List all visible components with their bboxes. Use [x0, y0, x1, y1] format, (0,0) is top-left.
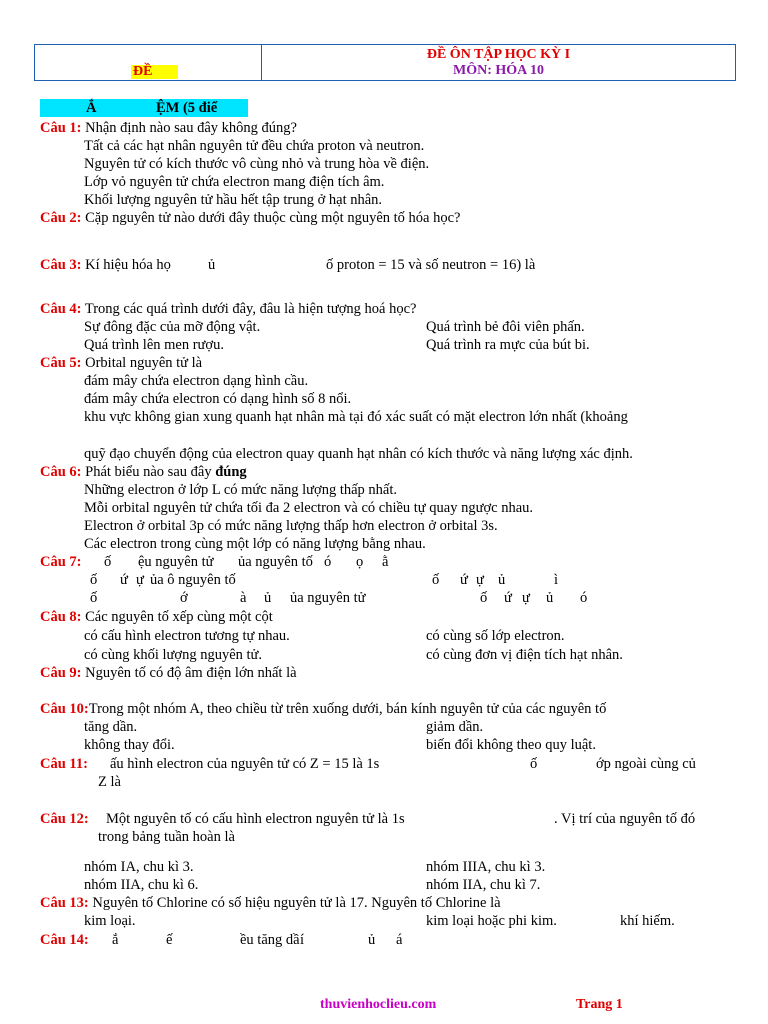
q7-option-a: ố [90, 572, 98, 588]
q5-option-a: đám mây chứa electron dạng hình cầu. [84, 373, 309, 389]
q6-option-b: Mỗi orbital nguyên tử chứa tối đa 2 electron và có chiều tự quay ngược nhau. [84, 500, 534, 516]
q7-frag: ó [324, 554, 332, 570]
footer-site-link[interactable]: thuvienhoclieu.com [320, 997, 437, 1012]
section-heading-part2: ỆM (5 điể [156, 100, 218, 116]
question-14: Câu 14: [40, 932, 89, 948]
question-8: Câu 8: Các nguyên tố xếp cùng một cột [40, 609, 273, 625]
question-3: Câu 3: Kí hiệu hóa họ [40, 257, 171, 273]
q10-option-a: tăng dần. [84, 719, 138, 735]
q7-option-a: ự [136, 572, 144, 588]
question-2: Câu 2: Cặp nguyên tử nào dưới đây thuộc cùng một nguyên tố hóa học? [40, 210, 461, 226]
question-13: Câu 13: Nguyên tố Chlorine có số hiệu nguyên tử là 17. Nguyên tố Chlorine là [40, 895, 501, 911]
section-heading [40, 99, 248, 117]
q12-fragment-a: Một nguyên tố có cấu hình electron nguyên tử là 1s [106, 811, 405, 827]
q7-frag: ọ [356, 554, 364, 570]
q4-option-d: Quá trình ra mực của bút bi. [426, 337, 590, 353]
question-label: Câu 1: [40, 120, 82, 136]
question-6: Câu 6: Phát biểu nào sau đây đúng [40, 464, 247, 480]
q13-option-a: kim loại. [84, 913, 136, 929]
q8-option-a: có cấu hình electron tương tự nhau. [84, 628, 290, 644]
header-right-cell [262, 45, 735, 80]
q6-option-a: Những electron ở lớp L có mức năng lượng thấp nhất. [84, 482, 398, 498]
q1-option-d: Khối lượng nguyên tử hầu hết tập trung ở hạt nhân. [84, 192, 383, 208]
q11-fragment-a: ấu hình electron của nguyên tử có Z = 15 là 1s [110, 756, 380, 772]
question-1: Câu 1: Nhận định nào sau đây không đúng? [40, 120, 297, 136]
q4-option-b: Quá trình bẻ đôi viên phấn. [426, 319, 585, 335]
q5-option-b: đám mây chứa electron có dạng hình số 8 nổi. [84, 391, 352, 407]
q8-option-b: có cùng số lớp electron. [426, 628, 565, 644]
q1-option-a: Tất cả các hạt nhân nguyên tử đều chứa proton và neutron. [84, 138, 425, 154]
q14-fragment: ủ [368, 932, 376, 948]
q3-fragment-b: ủ [208, 257, 216, 273]
q13-option-b: kim loại hoặc phi kim. [426, 913, 557, 929]
section-heading-part1: Ắ [86, 100, 97, 116]
q12-option-a: nhóm IA, chu kì 3. [84, 859, 194, 875]
q7-frag: ủa nguyên tố [238, 554, 313, 570]
q4-option-a: Sự đông đặc của mỡ động vật. [84, 319, 261, 335]
q7-frag: ệu nguyên tử [138, 554, 214, 570]
question-10: Câu 10:Trong một nhóm A, theo chiều từ trên xuống dưới, bán kính nguyên tử của các nguyên tố [40, 701, 607, 717]
q7-option-b: ự [476, 572, 484, 588]
q12-option-c: nhóm IIA, chu kì 6. [84, 877, 199, 893]
q12-option-d: nhóm IIA, chu kì 7. [426, 877, 541, 893]
q14-fragment: ế [166, 932, 173, 948]
q7-option-b: ứ [460, 572, 468, 588]
q7-option-d: ủ [546, 590, 554, 606]
q7-option-c: ủa nguyên tử [290, 590, 366, 606]
de-label: ĐỀ [131, 65, 178, 79]
q7-option-c: à [240, 590, 247, 606]
q7-option-c: ớ [180, 590, 188, 606]
exam-title: ĐỀ ÔN TẬP HỌC KỲ I [426, 47, 571, 62]
q12-fragment-c: trong bảng tuần hoàn là [98, 829, 235, 845]
question-12: Câu 12: [40, 811, 89, 827]
q6-option-c: Electron ở orbital 3p có mức năng lượng thấp hơn electron ở orbital 3s. [84, 518, 498, 534]
q4-option-c: Quá trình lên men rượu. [84, 337, 224, 353]
question-7: Câu 7: [40, 554, 82, 570]
q8-option-d: có cùng đơn vị điện tích hạt nhân. [426, 647, 623, 663]
q14-fragment: ắ [112, 932, 119, 948]
q1-option-b: Nguyên tử có kích thước vô cùng nhỏ và trung hòa về điện. [84, 156, 430, 172]
header-table [34, 44, 736, 81]
q7-frag: ố [104, 554, 112, 570]
question-11: Câu 11: [40, 756, 88, 772]
q3-fragment-c: ố proton = 15 và số neutron = 16) là [326, 257, 536, 273]
q7-option-b: ủ [498, 572, 506, 588]
q7-option-c: ố [90, 590, 98, 606]
q10-option-d: biến đổi không theo quy luật. [426, 737, 596, 753]
q7-option-a: ủa ô nguyên tố [150, 572, 236, 588]
q7-option-c: ủ [264, 590, 272, 606]
exam-subject: MÔN: HÓA 10 [453, 63, 544, 78]
q10-option-b: giảm dần. [426, 719, 484, 735]
q7-option-b: ố [432, 572, 440, 588]
question-9: Câu 9: Nguyên tố có độ âm điện lớn nhất là [40, 665, 297, 681]
q11-fragment-c: ớp ngoài cùng củ [596, 756, 696, 772]
q14-fragment: í [300, 932, 305, 948]
q7-frag: ằ [382, 554, 389, 570]
q5-option-d: quỹ đạo chuyển động của electron quay quanh hạt nhân có kích thước và năng lượng xác định. [84, 446, 633, 462]
q12-option-b: nhóm IIIA, chu kì 3. [426, 859, 546, 875]
q7-option-d: ự [522, 590, 530, 606]
q12-fragment-b: . Vị trí của nguyên tố đó [554, 811, 696, 827]
q7-option-d: ó [580, 590, 588, 606]
q10-option-c: không thay đổi. [84, 737, 175, 753]
q7-option-b: ì [554, 572, 559, 588]
q14-fragment: ều tăng dầ [240, 932, 300, 948]
q11-fragment-d: Z là [98, 774, 121, 790]
q7-option-d: ứ [504, 590, 512, 606]
q7-option-a: ứ [120, 572, 128, 588]
q7-option-d: ố [480, 590, 488, 606]
question-5: Câu 5: Orbital nguyên tử là [40, 355, 203, 371]
footer-page-number: Trang 1 [576, 997, 623, 1012]
q8-option-c: có cùng khối lượng nguyên tử. [84, 647, 263, 663]
q1-option-c: Lớp vỏ nguyên tử chứa electron mang điện tích âm. [84, 174, 385, 190]
q11-fragment-b: ố [530, 756, 538, 772]
question-4: Câu 4: Trong các quá trình dưới đây, đâu là hiện tượng hoá học? [40, 301, 417, 317]
header-left-cell [35, 45, 262, 80]
q13-option-c: khí hiếm. [620, 913, 675, 929]
q6-option-d: Các electron trong cùng một lớp có năng lượng bằng nhau. [84, 536, 426, 552]
q14-fragment: á [396, 932, 403, 948]
q5-option-c: khu vực không gian xung quanh hạt nhân mà tại đó xác suất có mặt electron lớn nhất (khoảng [84, 409, 628, 425]
